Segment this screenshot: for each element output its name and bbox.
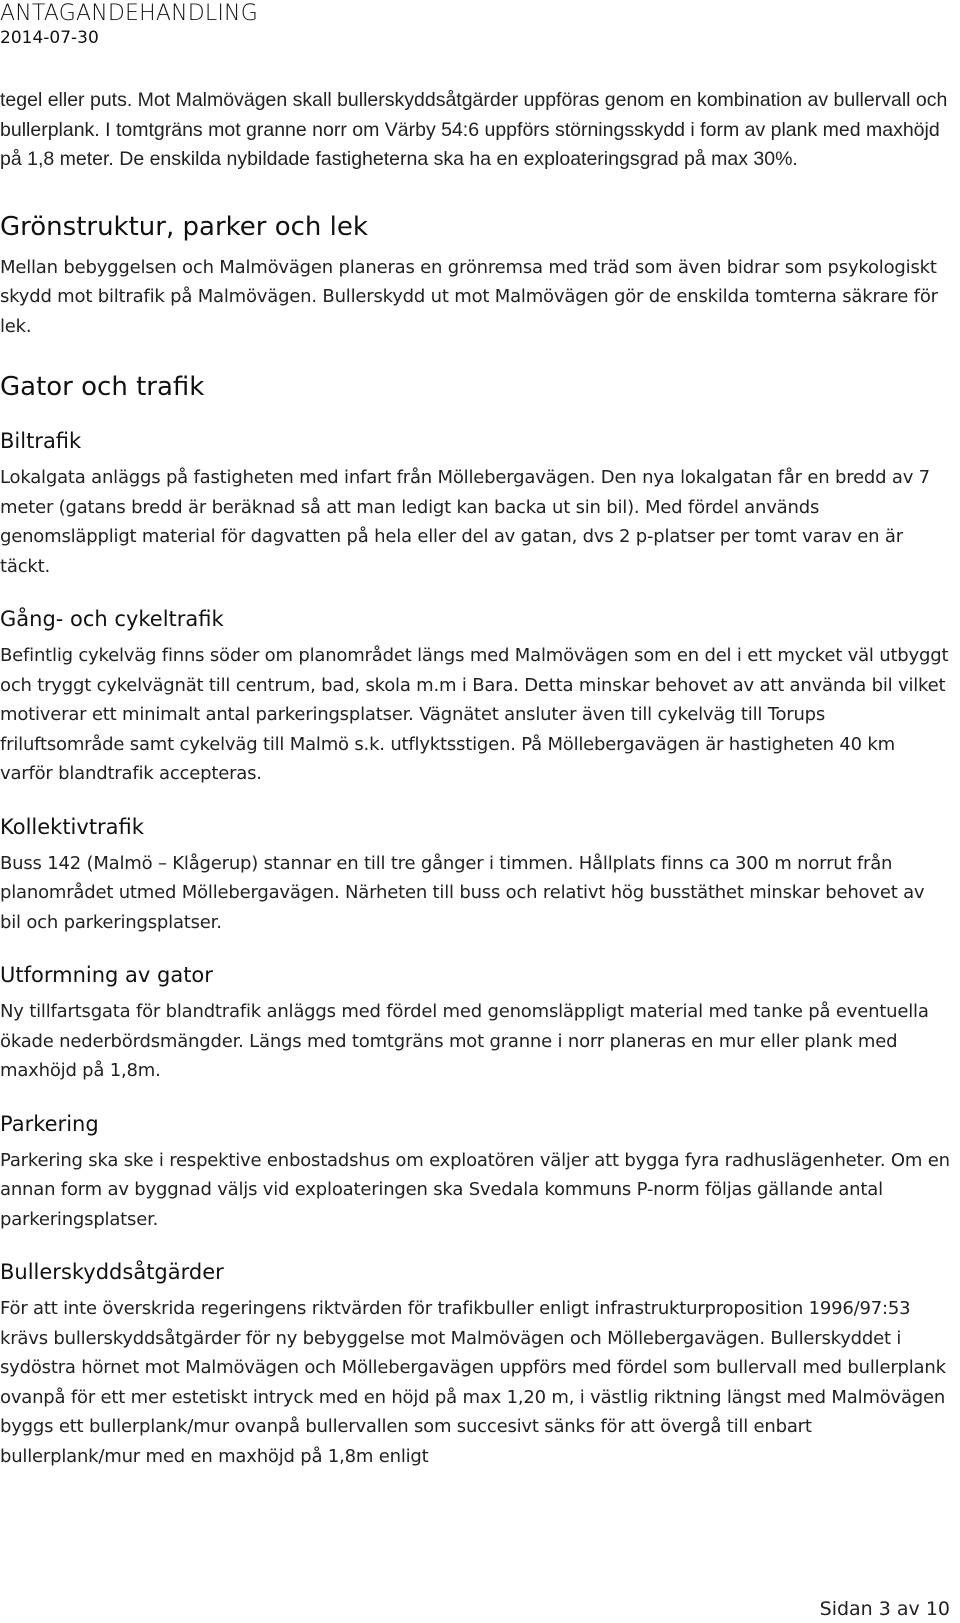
document-body xyxy=(0,86,950,1471)
paragraph-utformning-av-gator: Ny tillfartsgata för blandtrafik anläggs med fördel med genomsläppligt material med tanke på eventuella ökade nederbördsmängder. Längs med tomtgräns mot granne i norr planeras en mur eller plank med maxhöjd på 1,8m. xyxy=(0,1001,929,1081)
page-header xyxy=(0,0,258,48)
heading-utformning-av-gator: Utformning av gator xyxy=(0,963,213,987)
paragraph-kollektivtrafik: Buss 142 (Malmö – Klågerup) stannar en till tre gånger i timmen. Hållplats finns ca 300 m norrut från planområdet utmed Möllebergavägen. Närheten till buss och relativt hög busstäthet minskar behovet av bil och parkeringsplatser. xyxy=(0,852,925,933)
document-title: ANTAGANDEHANDLING xyxy=(0,1,258,26)
intro-paragraph: tegel eller puts. Mot Malmövägen skall bullerskyddsåtgärder uppföras genom en kombination av bullervall och bullerplank. I tomtgräns mot granne norr om Värby 54:6 uppförs störningsskydd i form av plank med maxhöjd på 1,8 meter. De enskilda nybildade fastigheterna ska ha en exploateringsgrad på max 30%. xyxy=(0,89,948,170)
document-date: 2014-07-30 xyxy=(0,28,99,48)
paragraph-gang-och-cykeltrafik: Befintlig cykelväg finns söder om planområdet längs med Malmövägen som en del i ett mycket väl utbyggt och tryggt cykelvägnät till centrum, bad, skola m.m i Bara. Detta minskar behovet av att använda bil vilket motiverar ett minimalt antal parkeringsplatser. Vägnätet ansluter även till cykelväg till Torups friluftsområde samt cykelväg till Malmö s.k. utflyktsstigen. På Möllebergavägen är hastigheten 40 km varför blandtrafik accepteras. xyxy=(0,645,949,784)
heading-gronstruktur: Grönstruktur, parker och lek xyxy=(0,211,368,242)
heading-gang-och-cykeltrafik: Gång- och cykeltrafik xyxy=(0,607,224,631)
heading-gator-och-trafik: Gator och trafik xyxy=(0,372,205,402)
heading-parkering: Parkering xyxy=(0,1111,99,1136)
paragraph-bullerskyddsatgarder: För att inte överskrida regeringens riktvärden för trafikbuller enligt infrastrukturproposition 1996/97:53 krävs bullerskyddsåtgärder för ny bebyggelse mot Malmövägen och Möllebergavägen. Bullerskyddet i sydöstra hörnet mot Malmövägen och Möllebergavägen uppförs med fördel som bullervall med bullerplank ovanpå för ett mer estetiskt intryck med en höjd på max 1,20 m, i västlig riktning längst med Malmövägen byggs ett bullerplank/mur ovanpå bullervallen som succesivt sänks för att övergå till enbart bullerplank/mur med en maxhöjd på 1,8m enligt xyxy=(0,1298,946,1467)
paragraph-gronstruktur: Mellan bebyggelsen och Malmövägen planeras en grönremsa med träd som även bidrar som psykologiskt skydd mot biltrafik på Malmövägen. Bullerskydd ut mot Malmövägen gör de enskilda tomterna säkrare för lek. xyxy=(0,256,938,337)
page-number: Sidan 3 av 10 xyxy=(819,1598,950,1620)
heading-bullerskyddsatgarder: Bullerskyddsåtgärder xyxy=(0,1260,224,1284)
heading-biltrafik: Biltrafik xyxy=(0,429,82,453)
heading-kollektivtrafik: Kollektivtrafik xyxy=(0,814,144,839)
intro-section xyxy=(0,86,950,175)
paragraph-biltrafik: Lokalgata anläggs på fastigheten med infart från Möllebergavägen. Den nya lokalgatan får en bredd av 7 meter (gatans bredd är beräknad så att man ledigt kan backa ut sin bil). Med fördel används genomsläppligt material för dagvatten på hela eller del av gatan, dvs 2 p-platser per tomt varav en är täckt. xyxy=(0,467,930,577)
paragraph-parkering: Parkering ska ske i respektive enbostadshus om exploatören väljer att bygga fyra radhuslägenheter. Om en annan form av byggnad väljs vid exploateringen ska Svedala kommuns P-norm följas gällande antal parkeringsplatser. xyxy=(0,1149,950,1230)
